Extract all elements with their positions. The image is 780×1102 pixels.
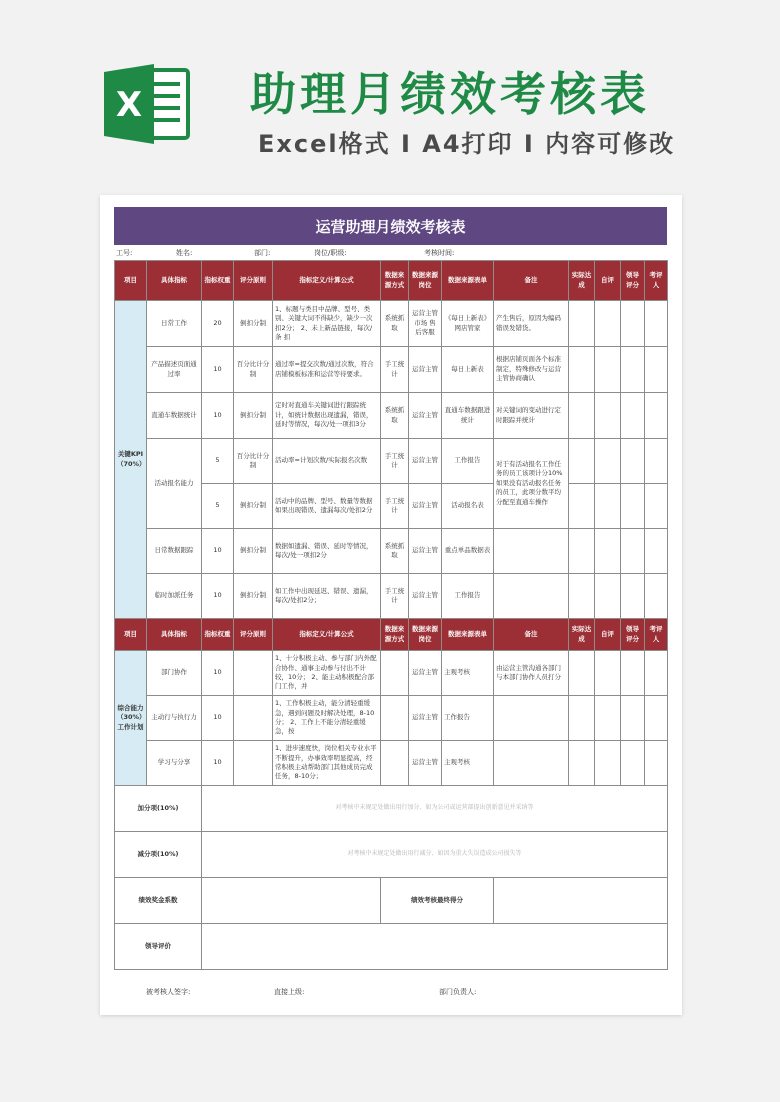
dept-head-label: 部门负责人: bbox=[439, 988, 477, 996]
period-label: 考核时间: bbox=[424, 249, 455, 257]
definition-cell[interactable]: 1、进步速度快，岗位相关专业水平不断提升，办事效率明显提高，经常积极主动帮助部门其他成员完成任务，8-10分； bbox=[273, 741, 381, 786]
definition-cell[interactable]: 1、十分积极主动、参与部门内外配合协作、通事主动参与付出不计较，10分； 2、能主动积极配合部门工作，并 bbox=[273, 651, 381, 696]
col-source-post: 数据来源岗位 bbox=[409, 261, 442, 301]
actual-cell[interactable] bbox=[569, 393, 595, 439]
col-definition: 指标定义/计算公式 bbox=[273, 261, 381, 301]
ability-sub-label: 工作计划 bbox=[117, 722, 144, 731]
actual-cell[interactable] bbox=[569, 696, 595, 741]
actual-cell[interactable] bbox=[569, 651, 595, 696]
col-definition: 指标定义/计算公式 bbox=[273, 619, 381, 651]
source-form-cell[interactable]: 每日上新表 bbox=[442, 347, 494, 393]
indicator-cell[interactable]: 学习与分享 bbox=[147, 741, 202, 786]
table-row bbox=[115, 651, 668, 696]
note-cell[interactable]: 对于有活动报名工作任务的员工该项计分10%如果没有活动报名任务的员工，此项分数平均分配至直通车操作 bbox=[494, 439, 569, 529]
form-title: 运营助理月绩效考核表 bbox=[114, 207, 667, 245]
definition-cell[interactable]: 1、工作积极主动，能分清轻重缓急，遇到问题及时解决处理，8-10分； 2、工作上不能分清轻重缓急，按 bbox=[273, 696, 381, 741]
col-indicator: 具体指标 bbox=[147, 619, 202, 651]
rule-cell[interactable]: 倒扣分制 bbox=[234, 484, 273, 529]
excel-logo-icon bbox=[100, 56, 196, 152]
source-method-cell[interactable] bbox=[381, 651, 409, 696]
col-weight: 指标权重 bbox=[202, 261, 234, 301]
self-score-cell[interactable] bbox=[595, 529, 621, 574]
note-cell[interactable]: 根据店铺页面各个标准制定，特殊修改与运营主管协商确认 bbox=[494, 347, 569, 393]
source-form-cell[interactable]: 重点单品数据表 bbox=[442, 529, 494, 574]
col-self: 自评 bbox=[595, 261, 621, 301]
actual-cell[interactable] bbox=[569, 529, 595, 574]
assessor-cell[interactable] bbox=[645, 301, 668, 347]
assessor-cell[interactable] bbox=[645, 393, 668, 439]
weight-cell[interactable]: 10 bbox=[202, 347, 234, 393]
self-score-cell[interactable] bbox=[595, 741, 621, 786]
actual-cell[interactable] bbox=[569, 484, 595, 529]
col-source-method: 数据来源方式 bbox=[381, 261, 409, 301]
note-cell[interactable]: 产生售后，原因为编码错误发错货。 bbox=[494, 301, 569, 347]
final-score-label: 绩效考核最终得分 bbox=[381, 878, 494, 924]
leader-score-cell[interactable] bbox=[621, 484, 645, 529]
deduct-note[interactable]: 对考核中未规定处做出用行减分、如因为重大失误造成公司损失等 bbox=[202, 832, 668, 878]
weight-cell[interactable]: 10 bbox=[202, 696, 234, 741]
source-method-cell[interactable]: 系统抓取 bbox=[381, 393, 409, 439]
source-form-cell[interactable]: 工作报告 bbox=[442, 696, 494, 741]
header-row-2 bbox=[115, 619, 668, 651]
self-score-cell[interactable] bbox=[595, 393, 621, 439]
note-cell[interactable]: 由运营主管沟通各部门与本部门协作人员打分 bbox=[494, 651, 569, 696]
kpi-category-cell: 关键KPI（70%） bbox=[115, 301, 147, 619]
col-actual: 实际达成 bbox=[569, 619, 595, 651]
ability-category-cell bbox=[115, 651, 147, 786]
source-form-cell[interactable]: 工作报告 bbox=[442, 439, 494, 484]
rule-cell[interactable] bbox=[234, 741, 273, 786]
source-post-cell[interactable]: 运营主管 bbox=[409, 696, 442, 741]
bonus-note[interactable]: 对考核中未规定处做出用行加分、如为公司或运营部提出创新意见并采纳等 bbox=[202, 786, 668, 832]
actual-cell[interactable] bbox=[569, 439, 595, 484]
self-score-cell[interactable] bbox=[595, 347, 621, 393]
source-method-cell[interactable]: 系统抓取 bbox=[381, 301, 409, 347]
col-assessor: 考评人 bbox=[645, 619, 668, 651]
ability-category-label: 综合能力（30%） bbox=[117, 703, 146, 722]
indicator-cell[interactable]: 部门协作 bbox=[147, 651, 202, 696]
source-method-cell[interactable]: 手工统计 bbox=[381, 439, 409, 484]
table-row bbox=[115, 741, 668, 786]
definition-cell[interactable]: 1、标题与类目中品牌、型号、类别、关键大词不得缺少，缺少一次扣2分； 2、未上新品链接，每次/条 扣 bbox=[273, 301, 381, 347]
col-assessor: 考评人 bbox=[645, 261, 668, 301]
page-title: 助理月绩效考核表 bbox=[250, 67, 650, 121]
col-leader: 领导评分 bbox=[621, 619, 645, 651]
indicator-cell[interactable]: 日常数据跟踪 bbox=[147, 529, 202, 574]
table-row bbox=[115, 574, 668, 619]
indicator-cell[interactable]: 产品描述页面通过率 bbox=[147, 347, 202, 393]
rule-cell[interactable]: 百分比计分制 bbox=[234, 347, 273, 393]
source-form-cell[interactable]: 主观考核 bbox=[442, 741, 494, 786]
col-item: 项目 bbox=[115, 619, 147, 651]
source-post-cell[interactable]: 运营主管 bbox=[409, 347, 442, 393]
note-cell[interactable] bbox=[494, 696, 569, 741]
leader-eval-label: 领导评价 bbox=[115, 924, 202, 970]
assessor-cell[interactable] bbox=[645, 741, 668, 786]
source-method-cell[interactable]: 手工统计 bbox=[381, 347, 409, 393]
table-row bbox=[115, 393, 668, 439]
bonus-row bbox=[115, 786, 668, 832]
actual-cell[interactable] bbox=[569, 301, 595, 347]
definition-cell[interactable]: 定时对直通车关键词进行跟踪统计，如统计数据出现遗漏，错误，延时等情况，每次/处一项扣3分 bbox=[273, 393, 381, 439]
signature-label: 被考核人签字: bbox=[146, 988, 191, 996]
header-row-1 bbox=[115, 261, 668, 301]
col-source-post: 数据来源岗位 bbox=[409, 619, 442, 651]
leader-score-cell[interactable] bbox=[621, 529, 645, 574]
table-row bbox=[115, 347, 668, 393]
weight-cell[interactable]: 10 bbox=[202, 651, 234, 696]
logo-letter: X bbox=[115, 85, 143, 125]
note-cell[interactable] bbox=[494, 741, 569, 786]
assessor-cell[interactable] bbox=[645, 696, 668, 741]
position-label: 岗位/职级: bbox=[314, 249, 347, 257]
col-leader: 领导评分 bbox=[621, 261, 645, 301]
dept-label: 部门: bbox=[254, 249, 271, 257]
source-form-cell[interactable]: 《每日上新表》网店管家 bbox=[442, 301, 494, 347]
leader-score-cell[interactable] bbox=[621, 574, 645, 619]
leader-score-cell[interactable] bbox=[621, 741, 645, 786]
indicator-cell[interactable]: 临时加派任务 bbox=[147, 574, 202, 619]
superior-label: 直接上级: bbox=[274, 988, 305, 996]
rule-cell[interactable] bbox=[234, 696, 273, 741]
job-no-label: 工号: bbox=[116, 249, 133, 257]
col-source-method: 数据来源方式 bbox=[381, 619, 409, 651]
definition-cell[interactable]: 数据如遗漏、错误、延时等情况，每次/处一项扣2分 bbox=[273, 529, 381, 574]
source-post-cell[interactable]: 运营主管 bbox=[409, 484, 442, 529]
rule-cell[interactable]: 倒扣分制 bbox=[234, 574, 273, 619]
rule-cell[interactable]: 倒扣分制 bbox=[234, 301, 273, 347]
col-rule: 评分原则 bbox=[234, 261, 273, 301]
col-source-form: 数据来源表单 bbox=[442, 619, 494, 651]
weight-cell[interactable]: 10 bbox=[202, 529, 234, 574]
rule-cell[interactable]: 百分比计分制 bbox=[234, 439, 273, 484]
assessor-cell[interactable] bbox=[645, 529, 668, 574]
source-post-cell[interactable]: 运营主管 bbox=[409, 439, 442, 484]
definition-cell[interactable]: 活动中的品牌、型号、数量等数据如果出现错误、遗漏每次/处扣2分 bbox=[273, 484, 381, 529]
indicator-cell[interactable]: 主动行与执行力 bbox=[147, 696, 202, 741]
actual-cell[interactable] bbox=[569, 347, 595, 393]
source-method-cell[interactable]: 系统抓取 bbox=[381, 529, 409, 574]
name-label: 姓名: bbox=[176, 249, 193, 257]
indicator-cell[interactable]: 直通车数据统计 bbox=[147, 393, 202, 439]
col-source-form: 数据来源表单 bbox=[442, 261, 494, 301]
source-form-cell[interactable]: 直通车数据跟进统计 bbox=[442, 393, 494, 439]
source-post-cell[interactable]: 运营主管 bbox=[409, 393, 442, 439]
leader-score-cell[interactable] bbox=[621, 393, 645, 439]
page-header bbox=[0, 0, 780, 190]
final-score-value[interactable] bbox=[494, 878, 668, 924]
leader-score-cell[interactable] bbox=[621, 439, 645, 484]
definition-cell[interactable]: 如工作中出现延迟、错误、遗漏，每次/处扣2分； bbox=[273, 574, 381, 619]
note-cell[interactable] bbox=[494, 574, 569, 619]
source-method-cell[interactable] bbox=[381, 696, 409, 741]
bonus-label: 加分项(10%) bbox=[115, 786, 202, 832]
coef-row bbox=[115, 878, 668, 924]
note-cell[interactable] bbox=[494, 529, 569, 574]
note-cell[interactable]: 对关键词的变动进行定时跟踪并统计 bbox=[494, 393, 569, 439]
coef-value[interactable] bbox=[202, 878, 381, 924]
coef-label: 绩效奖金系数 bbox=[115, 878, 202, 924]
leader-score-cell[interactable] bbox=[621, 696, 645, 741]
leader-row bbox=[115, 924, 668, 970]
weight-cell[interactable]: 10 bbox=[202, 574, 234, 619]
self-score-cell[interactable] bbox=[595, 574, 621, 619]
leader-score-cell[interactable] bbox=[621, 301, 645, 347]
leader-score-cell[interactable] bbox=[621, 347, 645, 393]
source-method-cell[interactable]: 手工统计 bbox=[381, 574, 409, 619]
source-form-cell[interactable]: 工作报告 bbox=[442, 574, 494, 619]
assessor-cell[interactable] bbox=[645, 439, 668, 484]
info-row bbox=[114, 247, 667, 259]
assessor-cell[interactable] bbox=[645, 484, 668, 529]
indicator-cell[interactable]: 日常工作 bbox=[147, 301, 202, 347]
kpi-table bbox=[114, 260, 668, 970]
col-item: 项目 bbox=[115, 261, 147, 301]
actual-cell[interactable] bbox=[569, 574, 595, 619]
table-row bbox=[115, 301, 668, 347]
col-rule: 评分原则 bbox=[234, 619, 273, 651]
definition-cell[interactable]: 活动率=计划次数/实际报名次数 bbox=[273, 439, 381, 484]
source-post-cell[interactable]: 运营主管 bbox=[409, 529, 442, 574]
weight-cell[interactable]: 10 bbox=[202, 741, 234, 786]
signature-row bbox=[114, 985, 667, 999]
col-note: 备注 bbox=[494, 261, 569, 301]
source-form-cell[interactable]: 主观考核 bbox=[442, 651, 494, 696]
source-form-cell[interactable]: 活动报名表 bbox=[442, 484, 494, 529]
weight-cell[interactable]: 5 bbox=[202, 484, 234, 529]
col-indicator: 具体指标 bbox=[147, 261, 202, 301]
source-method-cell[interactable]: 手工统计 bbox=[381, 484, 409, 529]
deduct-row bbox=[115, 832, 668, 878]
source-method-cell[interactable] bbox=[381, 741, 409, 786]
page-subtitle: Excel格式 I A4打印 I 内容可修改 bbox=[258, 130, 676, 158]
form-sheet bbox=[100, 195, 682, 1015]
col-note: 备注 bbox=[494, 619, 569, 651]
weight-cell[interactable]: 10 bbox=[202, 393, 234, 439]
table-row bbox=[115, 439, 668, 484]
source-post-cell[interactable]: 运营主管 bbox=[409, 651, 442, 696]
leader-score-cell[interactable] bbox=[621, 651, 645, 696]
col-self: 自评 bbox=[595, 619, 621, 651]
self-score-cell[interactable] bbox=[595, 696, 621, 741]
col-weight: 指标权重 bbox=[202, 619, 234, 651]
rule-cell[interactable]: 倒扣分制 bbox=[234, 529, 273, 574]
table-row bbox=[115, 529, 668, 574]
assessor-cell[interactable] bbox=[645, 347, 668, 393]
self-score-cell[interactable] bbox=[595, 651, 621, 696]
source-post-cell[interactable]: 运营主管 bbox=[409, 741, 442, 786]
self-score-cell[interactable] bbox=[595, 301, 621, 347]
weight-cell[interactable]: 5 bbox=[202, 439, 234, 484]
source-post-cell[interactable]: 运营主管 bbox=[409, 574, 442, 619]
rule-cell[interactable] bbox=[234, 651, 273, 696]
rule-cell[interactable]: 倒扣分制 bbox=[234, 393, 273, 439]
leader-eval-value[interactable] bbox=[202, 924, 668, 970]
definition-cell[interactable]: 通过率=提交次数/通过次数，符合店铺模板标准和运营等待要求。 bbox=[273, 347, 381, 393]
col-actual: 实际达成 bbox=[569, 261, 595, 301]
actual-cell[interactable] bbox=[569, 741, 595, 786]
self-score-cell[interactable] bbox=[595, 439, 621, 484]
assessor-cell[interactable] bbox=[645, 651, 668, 696]
table-row bbox=[115, 696, 668, 741]
weight-cell[interactable]: 20 bbox=[202, 301, 234, 347]
self-score-cell[interactable] bbox=[595, 484, 621, 529]
indicator-cell[interactable]: 活动报名能力 bbox=[147, 439, 202, 529]
assessor-cell[interactable] bbox=[645, 574, 668, 619]
deduct-label: 减分项(10%) bbox=[115, 832, 202, 878]
source-post-cell[interactable]: 运营主管 市场 售后客服 bbox=[409, 301, 442, 347]
